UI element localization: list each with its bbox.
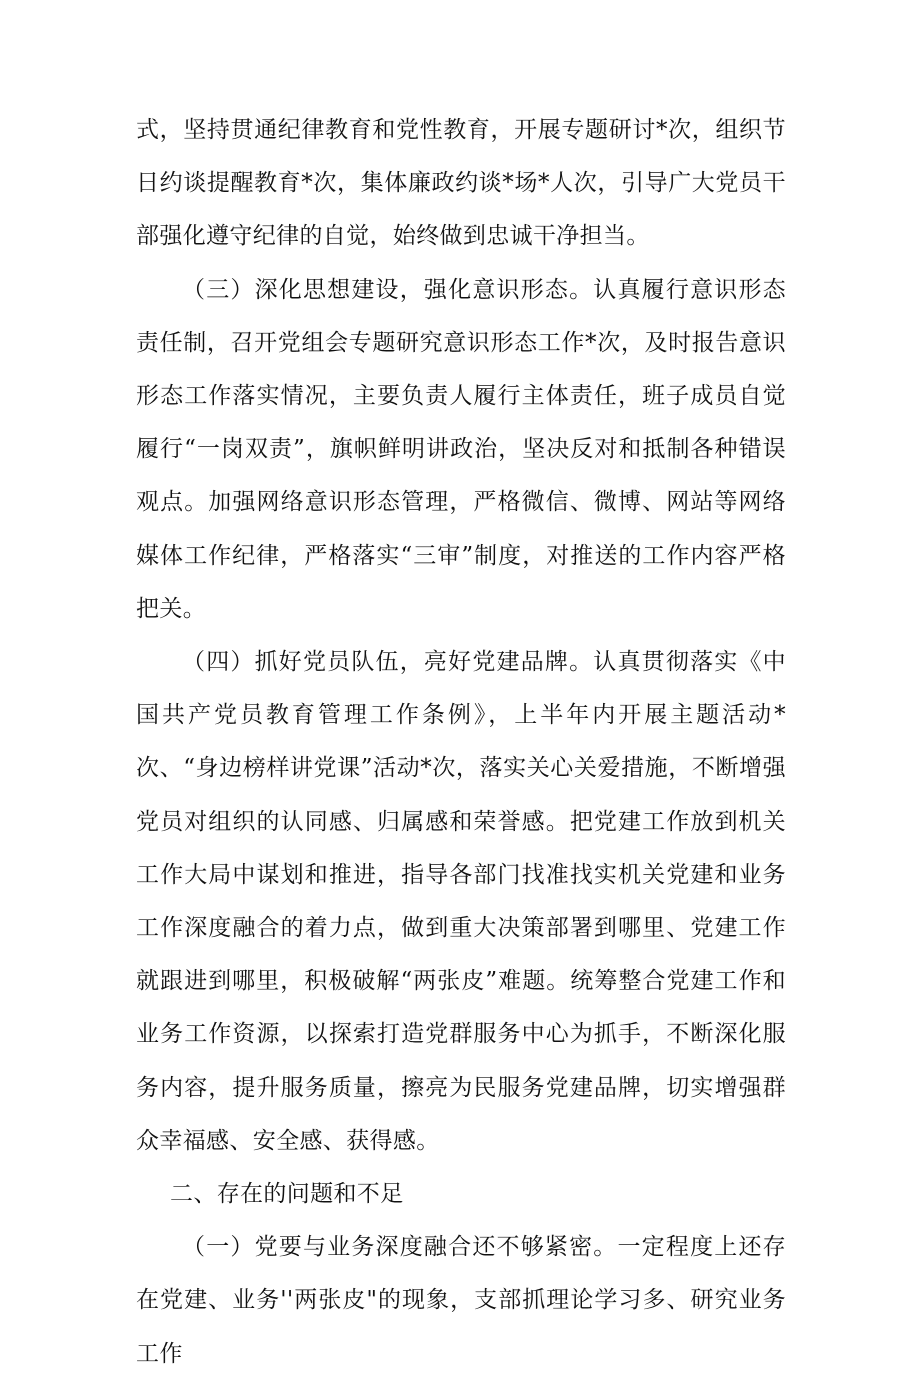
paragraph-ideology-construction: （三）深化思想建设，强化意识形态。认真履行意识形态责任制，召开党组会专题研究意识形态工作*次，及时报告意识形态工作落实情况，主要负责人履行主体责任，班子成员自觉履行“一岗双责”，旗帜鲜明讲政治，坚决反对和抵制各种错误观点。加强网络意识形态管理，严格微信、微博、网站等网络媒体工作纪律，严格落实“三审”制度，对推送的工作内容严格把关。 [136, 276, 786, 622]
paragraph-party-member-team: （四）抓好党员队伍，亮好党建品牌。认真贯彻落实《中国共产党员教育管理工作条例》，上半年内开展主题活动*次、“身边榜样讲党课”活动*次，落实关心关爱措施，不断增强党员对组织的认同感、归属感和荣誉感。把党建工作放到机关工作大局中谋划和推进，指导各部门找准找实机关党建和业务工作深度融合的着力点，做到重大决策部署到哪里、党建工作就跟进到哪里，积极破解“两张皮”难题。统筹整合党建工作和业务工作资源，以探索打造党群服务中心为抓手，不断深化服务内容，提升服务质量，擦亮为民服务党建品牌，切实增强群众幸福感、安全感、获得感。 [136, 649, 786, 1154]
paragraph-integration-issue: （一）党要与业务深度融合还不够紧密。一定程度上还存在党建、业务''两张皮"的现象，支部抓理论学习多、研究业务工作 [136, 1234, 786, 1367]
section-heading-problems: 二、存在的问题和不足 [170, 1181, 404, 1208]
document-body [136, 104, 786, 1381]
paragraph-continuation: 式，坚持贯通纪律教育和党性教育，开展专题研讨*次，组织节日约谈提醒教育*次，集体廉政约谈*场*人次，引导广大党员干部强化遵守纪律的自觉，始终做到忠诚干净担当。 [136, 117, 786, 250]
